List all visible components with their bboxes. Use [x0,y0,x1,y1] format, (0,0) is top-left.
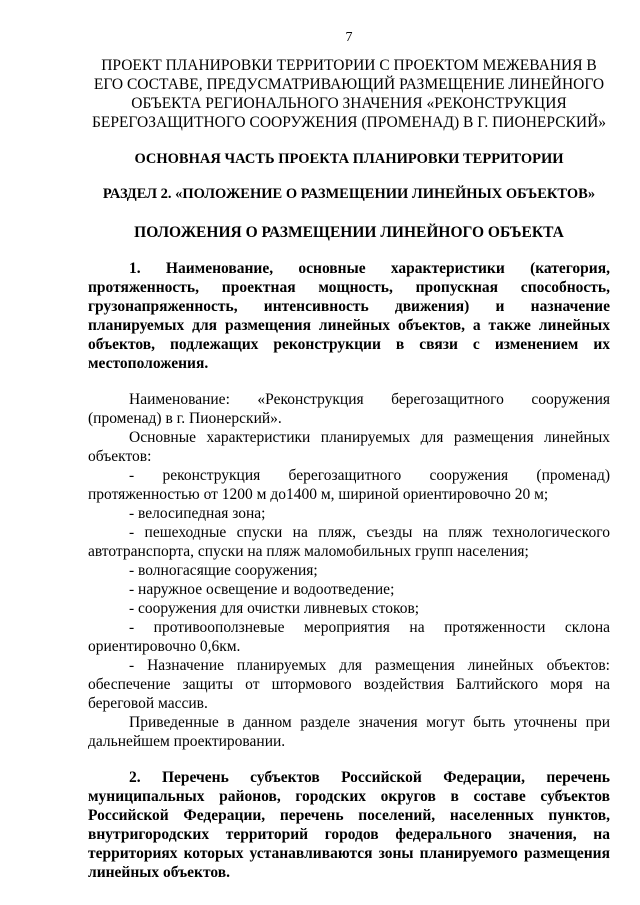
body-text [88,390,610,751]
item-1-heading: 1. Наименование, основные характеристики (категория, протяженность, проектная мощность, пропускная способность, грузонапряженность, интенсивность движения) и назначение планируемых для размещения линейных объектов, а также линейных объектов, подлежащих реконструкции в связи с изменением их местоположения. [88,260,610,372]
document-page [88,30,610,882]
page-number: 7 [345,30,353,45]
item-2-heading: 2. Перечень субъектов Российской Федерации, перечень муниципальных районов, городских округов в составе субъектов Российской Федерации, перечень поселений, населенных пунктов, внутригородских территорий городов федерального значения, на территориях которых устанавливаются зоны планируемого размещения линейных объектов. [88,769,610,881]
project-title: ПРОЕКТ ПЛАНИРОВКИ ТЕРРИТОРИИ С ПРОЕКТОМ МЕЖЕВАНИЯ В ЕГО СОСТАВЕ, ПРЕДУСМАТРИВАЮЩИЙ РАЗМЕЩЕНИЕ ЛИНЕЙНОГО ОБЪЕКТА РЕГИОНАЛЬНОГО ЗНАЧЕНИЯ «РЕКОНСТРУКЦИЯ БЕРЕГОЗАЩИТНОГО СООРУЖЕНИЯ (ПРОМЕНАД) В Г. ПИОНЕРСКИЙ» [91,57,607,131]
paragraph-note: Приведенные в данном разделе значения могут быть уточнены при дальнейшем проектировании. [88,714,610,750]
list-item: - Назначение планируемых для размещения линейных объектов: обеспечение защиты от штормового воздействия Балтийского моря на береговой массив. [88,657,610,712]
main-part-heading: ОСНОВНАЯ ЧАСТЬ ПРОЕКТА ПЛАНИРОВКИ ТЕРРИТОРИИ [134,151,564,167]
positions-heading: ПОЛОЖЕНИЯ О РАЗМЕЩЕНИИ ЛИНЕЙНОГО ОБЪЕКТА [134,224,564,241]
paragraph-characteristics: Основные характеристики планируемых для размещения линейных объектов: [88,429,610,465]
paragraph-name: Наименование: «Реконструкция берегозащитного сооружения (променад) в г. Пионерский». [88,391,610,427]
list-item: - наружное освещение и водоотведение; [129,581,395,598]
list-item: - противооползневые мероприятия на протяженности склона ориентировочно 0,6км. [88,619,610,655]
section-heading: РАЗДЕЛ 2. «ПОЛОЖЕНИЕ О РАЗМЕЩЕНИИ ЛИНЕЙНЫХ ОБЪЕКТОВ» [102,186,596,202]
list-item: - реконструкция берегозащитного сооружения (променад) протяженностью от 1200 м до1400 м, шириной ориентировочно 20 м; [88,467,610,503]
list-item: - пешеходные спуски на пляж, съезды на пляж технологического автотранспорта, спуски на пляж маломобильных групп населения; [88,524,610,560]
list-item: - велосипедная зона; [129,505,266,522]
list-item: - волногасящие сооружения; [129,562,318,579]
list-item: - сооружения для очистки ливневых стоков; [129,600,420,617]
